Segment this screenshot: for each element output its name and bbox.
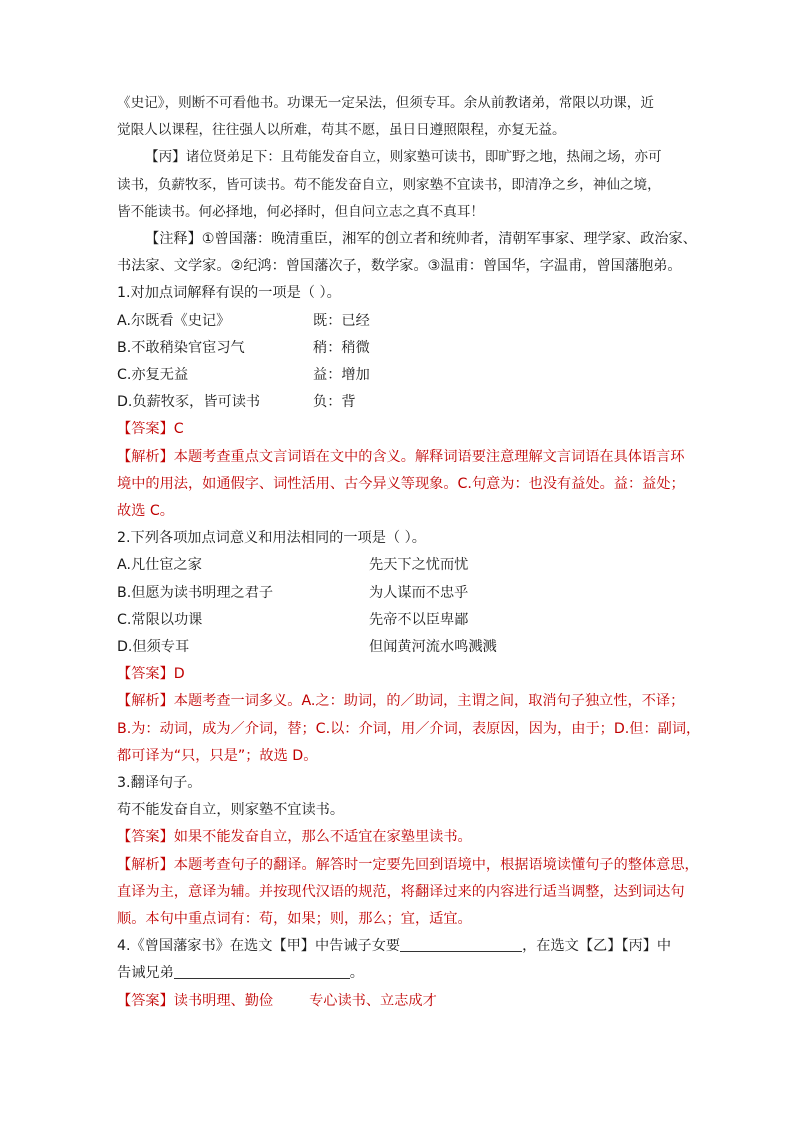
option-explanation: 益：增加	[313, 367, 370, 383]
question-2-option	[117, 552, 677, 579]
question-2-option	[117, 634, 677, 661]
question-2-analysis: 都可译为“只，只是”；故选 D。	[117, 747, 318, 764]
question-4-stem	[117, 933, 677, 960]
question-3-analysis: 【解析】本题考查句子的翻译。解答时一定要先回到语境中，根据语境读懂句子的整体意思，	[117, 856, 699, 873]
option-text: C.亦复无益	[117, 367, 189, 383]
option-text: D.负薪牧豕，皆可读书	[117, 394, 261, 411]
passage-bing-line: 皆不能读书。何必择地，何必择时，但自问立志之真不真耳！	[117, 203, 485, 220]
question-2-stem: 2.下列各项加点词意义和用法相同的一项是（ ）。	[117, 530, 426, 547]
question-4-stem-part: 4.《曾国藩家书》在选文【甲】中告诫子女要	[117, 938, 401, 955]
question-2-option	[117, 607, 677, 634]
question-3-analysis: 直译为主，意译为辅。并按现代汉语的规范，将翻译过来的内容进行适当调整，达到词达句	[117, 883, 685, 900]
option-text: D.但须专耳	[117, 638, 190, 655]
answer-label: 【答案】	[117, 992, 174, 1009]
passage-jia-continued-line: 觉限人以课程，往往强人以所难，苟其不愿，虽日日遵照限程，亦复无益。	[117, 122, 566, 139]
question-3-stem: 3.翻译句子。	[117, 774, 202, 791]
option-explanation: 既：已经	[313, 312, 370, 329]
option-text: B.不敢稍染官宦习气	[117, 339, 245, 356]
option-explanation: 负：背	[313, 394, 356, 411]
passage-jia-continued-line: 《史记》，则断不可看他书。功课无一定呆法，但须专耳。余从前教诸弟，常限以功课，近	[117, 95, 654, 111]
option-comparison: 先天下之忧而忧	[369, 557, 469, 574]
answer-part: 读书明理、勤俭	[173, 992, 274, 1009]
option-text: B.但愿为读书明理之君子	[117, 584, 274, 601]
notes-line: 【注释】①曾国藩：晚清重臣，湘军的创立者和统帅者，清朝军事家、理学家、政治家、	[145, 231, 697, 248]
question-4-stem-part: 告诫兄弟	[117, 965, 174, 982]
question-1-option	[117, 308, 677, 335]
answer-part: 专心读书、立志成才	[309, 992, 437, 1009]
answer-blank[interactable]	[174, 960, 350, 979]
option-text: C.常限以功课	[117, 611, 203, 628]
question-3-sentence: 苟不能发奋自立，则家塾不宜读书。	[117, 802, 345, 819]
question-1-stem: 1.对加点词解释有误的一项是（ ）。	[117, 285, 341, 302]
option-text: A.尔既看《史记》	[117, 312, 231, 329]
option-text: A.凡仕宦之家	[117, 557, 202, 574]
notes-line: 书法家、文学家。②纪鸿：曾国藩次子，数学家。③温甫：曾国华，字温甫，曾国藩胞弟。	[117, 258, 682, 275]
question-1-analysis: 境中的用法，如通假字、词性活用、古今异义等现象。C.句意为：也没有益处。益：益处；	[117, 475, 685, 492]
question-4-stem-part: 。	[349, 965, 364, 982]
question-3-analysis: 顺。本句中重点词有：苟，如果；则，那么；宜，适宜。	[117, 910, 472, 927]
question-1-answer: 【答案】C	[117, 421, 184, 438]
question-1-option	[117, 389, 677, 416]
option-comparison: 先帝不以臣卑鄙	[369, 611, 469, 628]
option-comparison: 但闻黄河流水鸣溅溅	[369, 638, 497, 655]
document-page	[117, 90, 701, 1015]
question-1-analysis: 【解析】本题考查重点文言词语在文中的含义。解释词语要注意理解文言词语在具体语言环	[117, 448, 685, 465]
question-2-option	[117, 580, 677, 607]
question-4-answer	[117, 988, 677, 1015]
question-4-stem	[117, 960, 677, 987]
option-explanation: 稍：稍微	[313, 339, 370, 356]
question-2-answer: 【答案】D	[117, 666, 185, 683]
question-4-stem-part: ，在选文【乙】【丙】中	[522, 938, 672, 955]
question-2-analysis: B.为：动词，成为／介词，替；C.以：介词，用／介词，表原因，因为，由于；D.但：副词，	[117, 720, 701, 737]
question-1-option	[117, 335, 677, 362]
passage-bing-line: 读书，负薪牧豕，皆可读书。苟不能发奋自立，则家塾不宜读书，即清净之乡，神仙之境，	[117, 176, 661, 193]
answer-blank[interactable]	[400, 933, 522, 952]
question-2-analysis: 【解析】本题考查一词多义。A.之：助词，的／助词，主谓之间，取消句子独立性，不译；	[117, 693, 685, 710]
passage-bing-line: 【丙】诸位贤弟足下：且苟能发奋自立，则家塾可读书，即旷野之地，热闹之场，亦可	[145, 149, 662, 166]
question-3-answer: 【答案】如果不能发奋自立，那么不适宜在家塾里读书。	[117, 829, 472, 846]
question-1-analysis: 故选 C。	[117, 502, 174, 519]
question-1-option	[117, 362, 677, 389]
option-comparison: 为人谋而不忠乎	[369, 584, 469, 601]
